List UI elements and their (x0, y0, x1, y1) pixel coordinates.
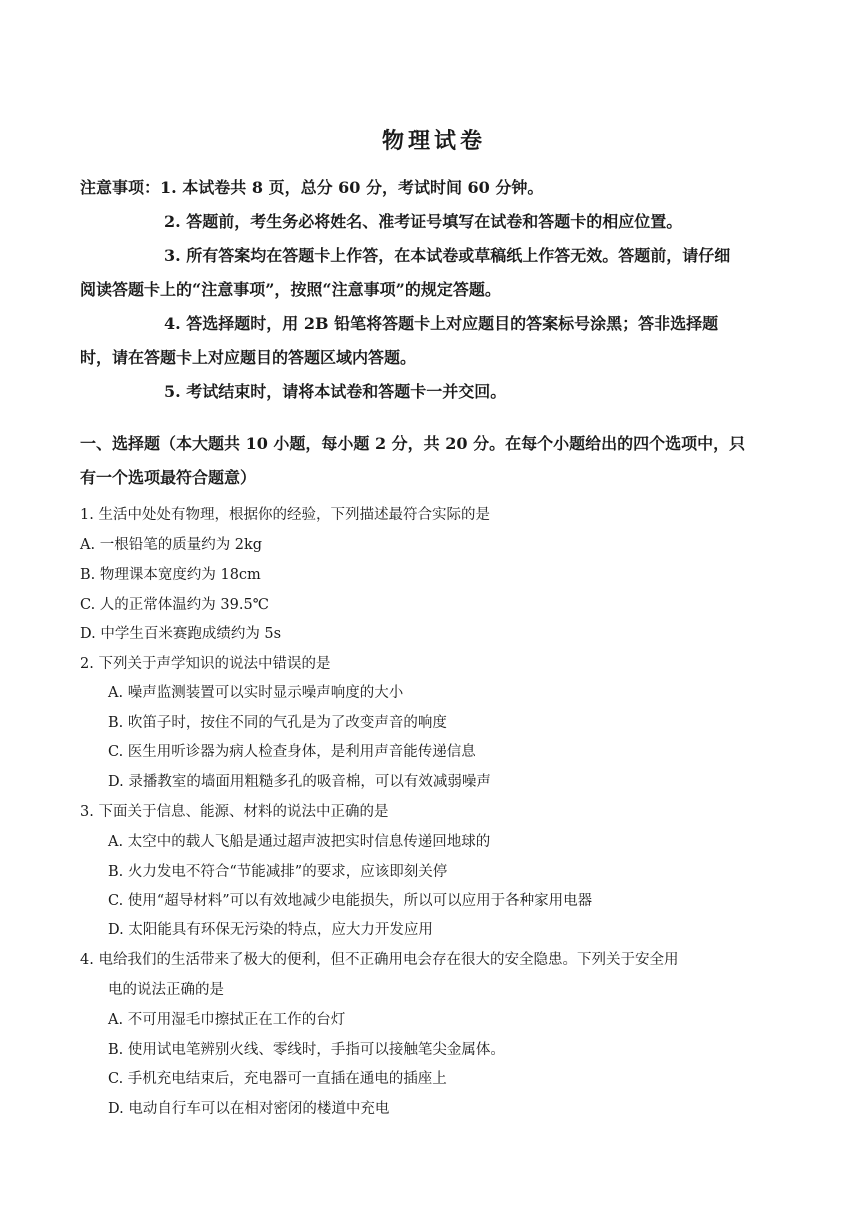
question-option: D. 录播教室的墙面用粗糙多孔的吸音棉，可以有效减弱噪声 (108, 774, 491, 790)
question-option: B. 火力发电不符合“节能减排”的要求，应该即刻关停 (108, 864, 448, 880)
page-title: 物理试卷 (381, 128, 486, 154)
question-option: A. 一根铅笔的质量约为 2kg (80, 537, 263, 553)
notice-item: 2. 答题前，考生务必将姓名、准考证号填写在试卷和答题卡的相应位置。 (164, 212, 683, 231)
question-option: B. 使用试电笔辨别火线、零线时，手指可以接触笔尖金属体。 (108, 1042, 505, 1058)
question-stem: 4. 电给我们的生活带来了极大的便利，但不正确用电会存在很大的安全隐患。下列关于安全用 (80, 952, 679, 968)
question-stem: 1. 生活中处处有物理，根据你的经验，下列描述最符合实际的是 (80, 507, 490, 523)
question-option: C. 人的正常体温约为 39.5℃ (80, 597, 269, 613)
notice-item: 5. 考试结束时，请将本试卷和答题卡一并交回。 (164, 382, 507, 401)
question-option: C. 使用“超导材料”可以有效地减少电能损失，所以可以应用于各种家用电器 (108, 893, 593, 909)
question-option: D. 中学生百米赛跑成绩约为 5s (80, 626, 282, 642)
section-heading: 有一个选项最符合题意） (80, 468, 257, 487)
question-option: B. 吹笛子时，按住不同的气孔是为了改变声音的响度 (108, 715, 447, 731)
question-option: C. 医生用听诊器为病人检查身体，是利用声音能传递信息 (108, 744, 476, 760)
section-heading: 一、选择题（本大题共 10 小题，每小题 2 分，共 20 分。在每个小题给出的四个选项中，只 (80, 434, 746, 453)
question-option: A. 不可用湿毛巾擦拭正在工作的台灯 (108, 1012, 346, 1028)
question-stem: 3. 下面关于信息、能源、材料的说法中正确的是 (80, 804, 389, 820)
question-option: A. 噪声监测装置可以实时显示噪声响度的大小 (108, 685, 404, 701)
notice-item: 3. 所有答案均在答题卡上作答，在本试卷或草稿纸上作答无效。答题前，请仔细 (164, 246, 731, 265)
question-stem: 2. 下列关于声学知识的说法中错误的是 (80, 656, 331, 672)
question-stem-continued: 电的说法正确的是 (108, 982, 224, 998)
question-option: C. 手机充电结束后，充电器可一直插在通电的插座上 (108, 1071, 447, 1087)
notice-label: 注意事项： (80, 178, 161, 197)
notice-item: 4. 答选择题时，用 2B 铅笔将答题卡上对应题目的答案标号涂黑；答非选择题 (164, 314, 719, 333)
question-option: B. 物理课本宽度约为 18cm (80, 567, 261, 583)
question-option: D. 电动自行车可以在相对密闭的楼道中充电 (108, 1101, 390, 1117)
question-option: A. 太空中的载人飞船是通过超声波把实时信息传递回地球的 (108, 834, 491, 850)
notice-item: 阅读答题卡上的“注意事项”，按照“注意事项”的规定答题。 (80, 280, 501, 299)
notice-line-1 (80, 175, 543, 198)
notice-item: 时，请在答题卡上对应题目的答题区域内答题。 (80, 348, 417, 367)
notice-item: 1. 本试卷共 8 页，总分 60 分，考试时间 60 分钟。 (160, 178, 544, 197)
question-option: D. 太阳能具有环保无污染的特点，应大力开发应用 (108, 922, 433, 938)
